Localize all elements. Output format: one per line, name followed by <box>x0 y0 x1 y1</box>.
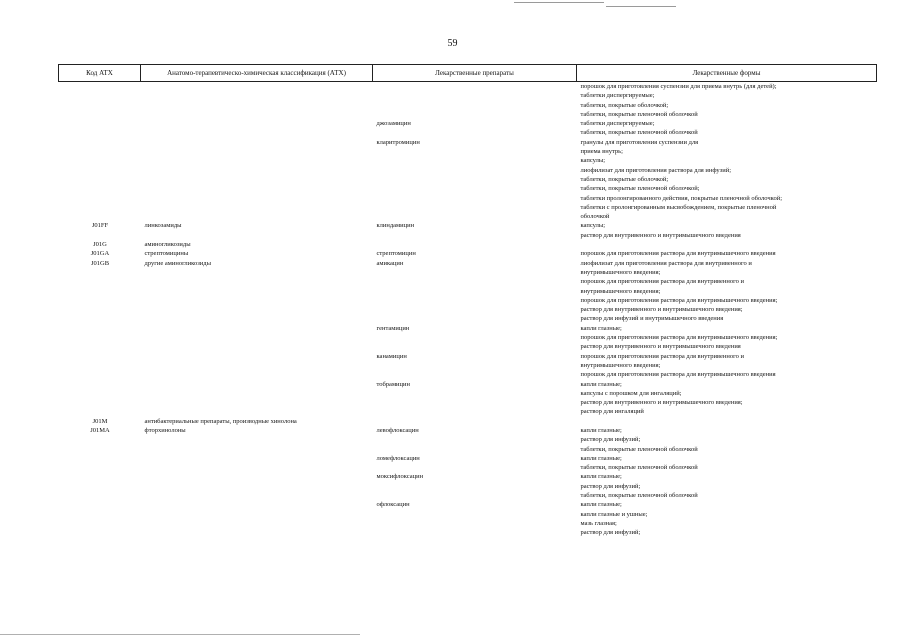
classification-cell <box>141 417 373 426</box>
atx-code-cell <box>59 138 141 222</box>
drug-cell <box>373 380 577 417</box>
classification-name: другие аминогликозиды <box>144 259 211 267</box>
drug-cell <box>373 221 577 240</box>
atx-code-cell <box>59 380 141 417</box>
atx-code: J01GA <box>90 250 110 258</box>
atx-code-cell <box>59 240 141 249</box>
dosage-form: капли глазные; <box>580 501 622 509</box>
classification-cell <box>141 240 373 249</box>
dosage-form: лиофилизат для приготовления раствора для инфузий; <box>580 166 732 174</box>
header-code: Код АТХ <box>59 65 141 82</box>
classification-cell <box>141 426 373 454</box>
atx-code: J01FF <box>91 222 109 230</box>
dosage-forms-cell <box>577 324 877 352</box>
classification-cell <box>141 82 373 120</box>
table-row <box>59 249 877 258</box>
classification-cell <box>141 138 373 222</box>
atx-code-cell <box>59 426 141 454</box>
drug-cell <box>373 119 577 138</box>
dosage-form: таблетки, покрытые пленочной оболочкой <box>580 445 698 453</box>
table-row <box>59 324 877 352</box>
drug-cell <box>373 426 577 454</box>
atx-code-cell <box>59 82 141 120</box>
dosage-forms-cell <box>577 240 877 249</box>
dosage-form: оболочкой <box>580 213 610 221</box>
dosage-form: капли глазные; <box>580 454 622 462</box>
classification-name: антибактериальные препараты, производные хинолона <box>144 417 297 425</box>
table-row <box>59 426 877 454</box>
table-row <box>59 240 877 249</box>
dosage-form: порошок для приготовления раствора для внутримышечного введения; <box>580 334 778 342</box>
dosage-forms-cell <box>577 138 877 222</box>
dosage-form: капсулы; <box>580 157 606 165</box>
atx-code: J01M <box>92 417 108 425</box>
classification-cell <box>141 380 373 417</box>
dosage-forms-cell <box>577 472 877 500</box>
classification-cell <box>141 454 373 473</box>
classification-name: стрептомицины <box>144 250 189 258</box>
dosage-form: капли глазные; <box>580 380 622 388</box>
classification-name: фторхинолоны <box>144 426 186 434</box>
atx-code: J01GB <box>90 259 110 267</box>
scan-artifact-top-2 <box>606 6 676 7</box>
dosage-form: приема внутрь; <box>580 148 623 156</box>
dosage-form: таблетки диспергируемые; <box>580 120 655 128</box>
dosage-form: внутримышечного введения; <box>580 268 661 276</box>
dosage-form: гранулы для приготовления суспензии для <box>580 138 699 146</box>
dosage-form: раствор для инфузий и внутримышечного введения <box>580 315 724 323</box>
header-drugs: Лекарственные препараты <box>373 65 577 82</box>
dosage-form: лиофилизат для приготовления раствора для внутривенного и <box>580 259 752 267</box>
dosage-form: порошок для приготовления раствора для внутримышечного введения; <box>580 296 778 304</box>
atx-code-cell <box>59 221 141 240</box>
dosage-form: раствор для инфузий; <box>580 529 641 537</box>
atx-code: J01G <box>93 241 107 249</box>
drug-name: ломефлоксацин <box>376 454 420 462</box>
table-row <box>59 472 877 500</box>
dosage-forms-cell <box>577 500 877 537</box>
dosage-forms-cell <box>577 426 877 454</box>
dosage-form: таблетки, покрытые пленочной оболочкой <box>580 492 698 500</box>
dosage-form: таблетки, покрытые пленочной оболочкой <box>580 110 698 118</box>
classification-name: линкозамиды <box>144 222 182 230</box>
drug-cell <box>373 454 577 473</box>
dosage-forms-cell <box>577 380 877 417</box>
classification-cell <box>141 221 373 240</box>
drug-cell <box>373 472 577 500</box>
table-row <box>59 119 877 138</box>
dosage-form: таблетки пролонгированного действия, покрытые пленочной оболочкой; <box>580 194 782 202</box>
classification-cell <box>141 500 373 537</box>
scan-artifact-bottom <box>0 634 360 635</box>
dosage-form: таблетки, покрытые пленочной оболочкой; <box>580 185 700 193</box>
drug-name: моксифлоксацин <box>376 473 424 481</box>
atx-code-cell <box>59 454 141 473</box>
dosage-forms-cell <box>577 352 877 380</box>
classification-cell <box>141 324 373 352</box>
table-row <box>59 82 877 120</box>
table-body <box>59 82 877 538</box>
table-row <box>59 352 877 380</box>
drug-cell <box>373 417 577 426</box>
dosage-form: таблетки, покрытые пленочной оболочкой <box>580 129 698 137</box>
page-number: 59 <box>447 38 458 49</box>
dosage-form: мазь глазная; <box>580 519 617 527</box>
atx-code-cell <box>59 417 141 426</box>
dosage-form: таблетки с пролонгированным высвобождением, покрытые пленочной <box>580 203 777 211</box>
dosage-form: порошок для приготовления раствора для внутривенного и <box>580 352 744 360</box>
table-row <box>59 417 877 426</box>
drug-name: тобрамицин <box>376 380 410 388</box>
drug-name: стрептомицин <box>376 250 416 258</box>
drug-cell <box>373 82 577 120</box>
dosage-form: раствор для ингаляций <box>580 408 644 416</box>
classification-cell <box>141 352 373 380</box>
drug-name: амикацин <box>376 259 404 267</box>
dosage-form: раствор для внутривенного и внутримышечного введения; <box>580 306 743 314</box>
dosage-form: капли глазные; <box>580 426 622 434</box>
dosage-form: порошок для приготовления раствора для внутривенного и <box>580 278 744 286</box>
drug-cell <box>373 352 577 380</box>
drug-name: канамицин <box>376 352 407 360</box>
drug-name: клиндамицин <box>376 222 415 230</box>
dosage-form: капли глазные; <box>580 473 622 481</box>
drug-name: кларитромицин <box>376 138 420 146</box>
drug-cell <box>373 249 577 258</box>
drug-cell <box>373 500 577 537</box>
dosage-form: капли глазные; <box>580 324 622 332</box>
scan-artifact-top <box>514 2 604 3</box>
dosage-forms-cell <box>577 119 877 138</box>
classification-cell <box>141 259 373 324</box>
atx-code-cell <box>59 259 141 324</box>
dosage-form: капсулы с порошком для ингаляций; <box>580 389 682 397</box>
table-row <box>59 221 877 240</box>
dosage-form: таблетки, покрытые оболочкой; <box>580 175 669 183</box>
drug-cell <box>373 138 577 222</box>
atx-table <box>58 64 877 538</box>
dosage-form: раствор для инфузий; <box>580 436 641 444</box>
atx-code: J01MA <box>90 426 110 434</box>
drug-name: офлоксацин <box>376 501 410 509</box>
dosage-forms-cell <box>577 259 877 324</box>
atx-code-cell <box>59 500 141 537</box>
drug-name: джозамицин <box>376 120 411 128</box>
dosage-form: таблетки, покрытые пленочной оболочкой <box>580 464 698 472</box>
dosage-forms-cell <box>577 221 877 240</box>
table-row <box>59 500 877 537</box>
dosage-form: внутримышечного введения; <box>580 287 661 295</box>
header-forms: Лекарственные формы <box>577 65 877 82</box>
drug-cell <box>373 324 577 352</box>
classification-cell <box>141 472 373 500</box>
dosage-form: порошок для приготовления раствора для внутримышечного введения <box>580 250 776 258</box>
drug-cell <box>373 240 577 249</box>
classification-cell <box>141 249 373 258</box>
dosage-form: порошок для приготовления раствора для внутримышечного введения <box>580 371 776 379</box>
dosage-form: капли глазные и ушные; <box>580 510 648 518</box>
drug-name: гентамицин <box>376 324 410 332</box>
table-row <box>59 454 877 473</box>
dosage-form: таблетки, покрытые оболочкой; <box>580 101 669 109</box>
drug-cell <box>373 259 577 324</box>
dosage-form: таблетки диспергируемые; <box>580 92 655 100</box>
dosage-form: капсулы; <box>580 222 606 230</box>
atx-code-cell <box>59 472 141 500</box>
drug-name: левофлоксацин <box>376 426 419 434</box>
dosage-forms-cell <box>577 454 877 473</box>
dosage-form: раствор для внутривенного и внутримышечного введения <box>580 231 741 239</box>
atx-code-cell <box>59 249 141 258</box>
dosage-form: внутримышечного введения; <box>580 361 661 369</box>
classification-name: аминогликозиды <box>144 241 191 249</box>
dosage-form: раствор для внутривенного и внутримышечного введения; <box>580 399 743 407</box>
table-row <box>59 380 877 417</box>
dosage-form: раствор для инфузий; <box>580 482 641 490</box>
atx-code-cell <box>59 352 141 380</box>
table-header-row <box>59 65 877 82</box>
atx-code-cell <box>59 324 141 352</box>
dosage-forms-cell <box>577 417 877 426</box>
dosage-form: раствор для внутривенного и внутримышечного введения <box>580 343 741 351</box>
header-classification: Анатомо-терапевтическо-химическая классификация (АТХ) <box>141 65 373 82</box>
classification-cell <box>141 119 373 138</box>
dosage-forms-cell <box>577 82 877 120</box>
table-row <box>59 138 877 222</box>
dosage-forms-cell <box>577 249 877 258</box>
atx-code-cell <box>59 119 141 138</box>
dosage-form: порошок для приготовления суспензии для приема внутрь (для детей); <box>580 83 777 90</box>
table-row <box>59 259 877 324</box>
